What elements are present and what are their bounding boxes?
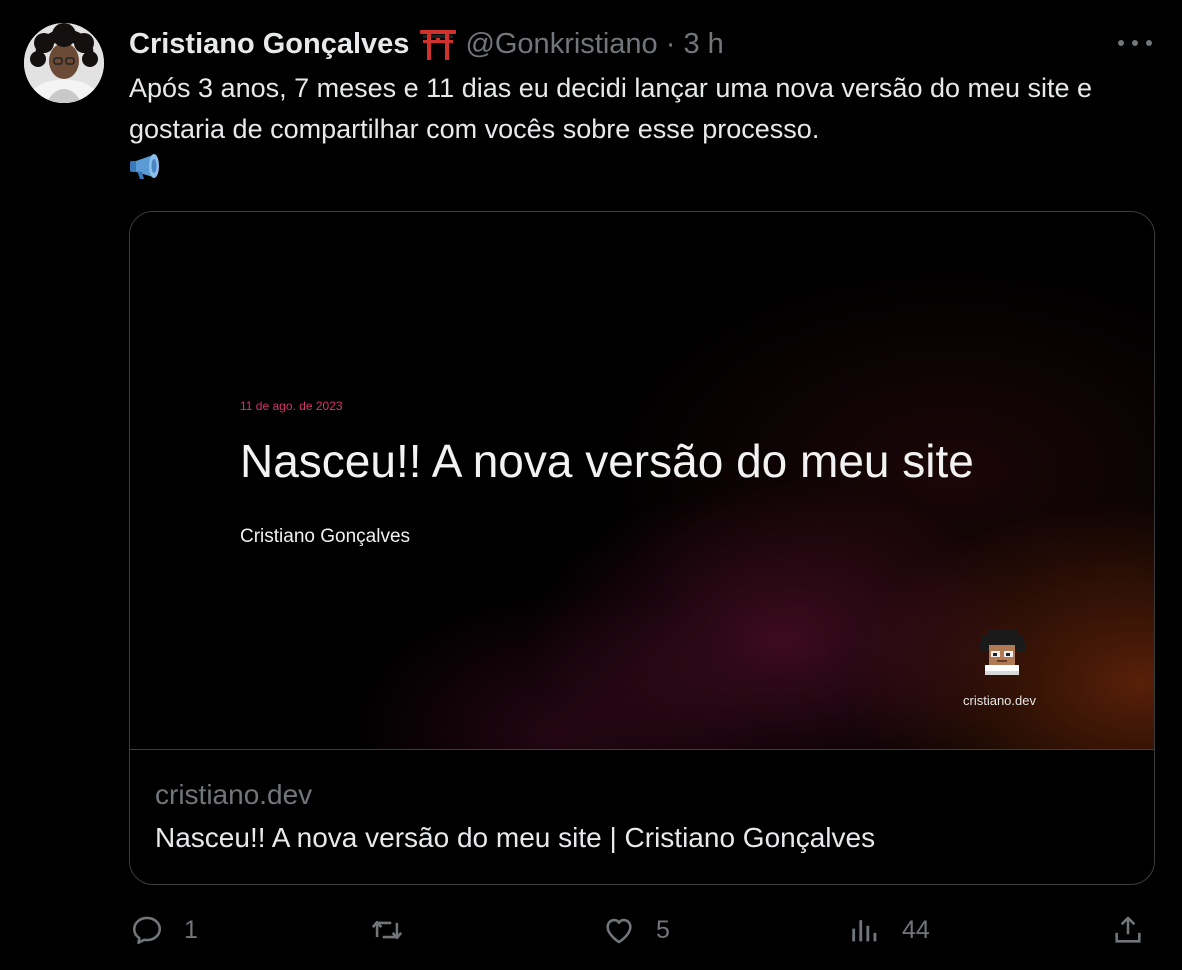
preview-title: Nasceu!! A nova versão do meu site [240,435,974,487]
preview-date: 11 de ago. de 2023 [240,399,343,413]
avatar[interactable] [24,23,104,103]
like-button[interactable] [602,905,670,955]
share-icon [1111,913,1145,947]
tweet-header [129,24,724,64]
analytics-icon [848,913,882,947]
avatar-photo [24,23,104,103]
retweet-button[interactable] [370,905,424,955]
handle-and-time[interactable]: @Gonkristiano · 3 h [465,27,724,60]
heart-icon [602,913,636,947]
like-count: 5 [656,915,670,944]
share-button[interactable] [1111,905,1145,955]
reply-count: 1 [184,915,198,944]
tweet-action-bar [0,905,1182,955]
link-preview-card[interactable] [129,211,1155,885]
tweet-text: Após 3 anos, 7 meses e 11 dias eu decidi lançar uma nova versão do meu site e gostaria de compartilhar com vocês sobre esse processo. [129,73,1093,144]
megaphone-icon [129,152,169,182]
card-title[interactable]: Nasceu!! A nova versão do meu site | Cristiano Gonçalves [155,822,876,853]
preview-author: Cristiano Gonçalves [240,526,411,547]
retweet-icon [370,913,404,947]
reply-button[interactable] [130,905,198,955]
pixel-avatar-logo [977,627,1027,679]
view-count: 44 [902,915,930,944]
more-options-icon[interactable] [1118,28,1152,58]
author-name[interactable]: Cristiano Gonçalves [129,27,410,60]
link-preview-image[interactable] [130,212,1154,750]
card-domain: cristiano.dev [155,779,313,810]
preview-site: cristiano.dev [963,693,1036,708]
torii-gate-icon [419,28,457,60]
views-button[interactable] [848,905,930,955]
reply-icon [130,913,164,947]
